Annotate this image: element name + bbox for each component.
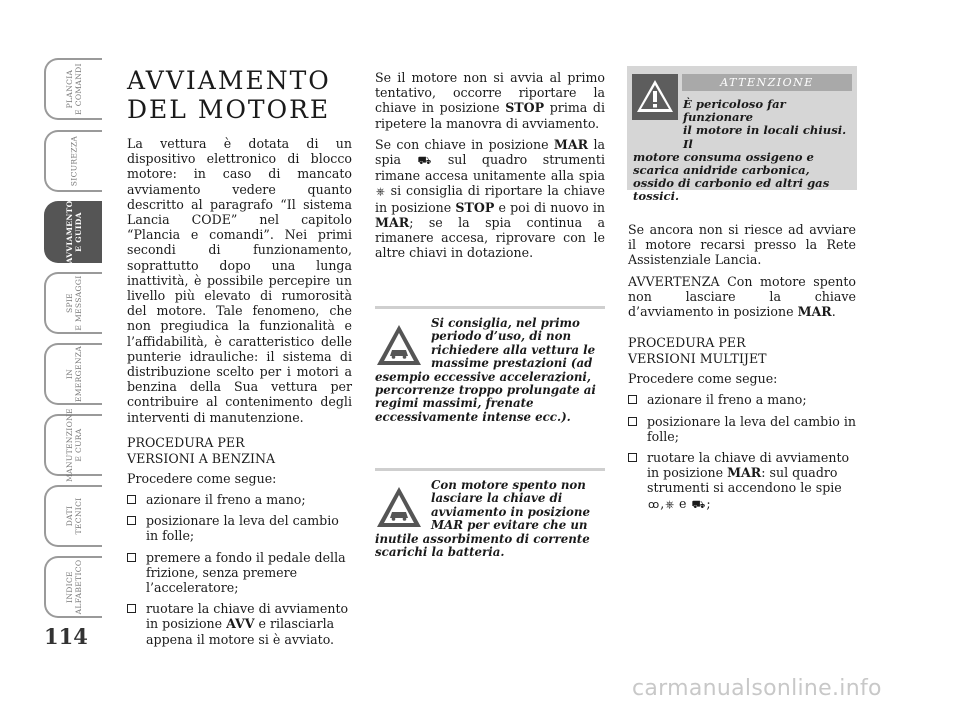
checkbox-bullet-icon: [628, 453, 637, 462]
paragraph-assistance: Se ancora non si riesce ad avviare il motore recarsi presso la Rete Assistenziale Lancia.: [628, 222, 856, 268]
tab-plancia-e-comandi[interactable]: PLANCIA E COMANDI: [44, 58, 102, 120]
immobilizer-light-icon: ⛟: [417, 154, 432, 168]
tab-manutenzione-e-cura[interactable]: MANUTENZIONE E CURA: [44, 414, 102, 476]
warning-header: ATTENZIONE: [682, 74, 852, 91]
list-item: azionare il freno a mano;: [127, 492, 352, 507]
list-item: ruotare la chiave di avviamento in posizione AVV e rilasciarla appena il motore si è avviato.: [127, 601, 352, 647]
paragraph-retry: Se il motore non si avvia al primo tentativo, occorre riportare la chiave in posizione STOP prima di ripetere la manovra di avviamento.: [375, 70, 605, 131]
chapter-tabs: [44, 58, 106, 628]
column-left: [127, 66, 352, 653]
procedure-title-multijet: PROCEDURA PER VERSIONI MULTIJET: [628, 335, 767, 367]
tip-battery: Con motore spento non lasciare la chiave di avviamento in posizione MAR per evitare che un inutile assorbimento di corrente scarichi la batteria.: [375, 468, 605, 559]
procedure-title-petrol: PROCEDURA PER VERSIONI A BENZINA: [127, 434, 276, 466]
list-item: premere a fondo il pedale della frizione, senza premere l’acceleratore;: [127, 550, 352, 596]
procedure-steps-petrol: [127, 492, 352, 647]
tab-spie-e-messaggi[interactable]: SPIE E MESSAGGI: [44, 272, 102, 334]
column-middle: [375, 70, 605, 266]
intro-paragraph: La vettura è dotata di un dispositivo elettronico di blocco motore: in caso di mancato avviamento vedere quanto descritto al paragrafo “Il sistema Lancia CODE” nel capitolo “Plancia e comandi”. Nei primi secondi di funzionamento, soprattutto dopo una lunga inattività, è possibile percepire un livello più elevato di rumorosità del motore. Tale fenomeno, che non pregiudica la funzionalità e l’affidabilità, è caratteristico delle punterie idrauliche: il sistema di distribuzione scelto per i motori a benzina della Sua vettura per contribuire al contenimento degli interventi di manutenzione.: [127, 136, 352, 425]
checkbox-bullet-icon: [628, 395, 637, 404]
procedure-intro: Procedere come segue:: [127, 470, 277, 486]
list-item: azionare il freno a mano;: [628, 392, 856, 407]
page-number: 114: [44, 624, 88, 649]
caution-car-icon: [375, 485, 423, 529]
caution-car-icon: [375, 323, 423, 367]
list-item: ruotare la chiave di avviamento in posizione MAR: sul quadro strumenti si accendono le spie ꝏ,⎈ e ⛟;: [628, 450, 856, 512]
warning-text: È pericoloso far funzionare il motore in locali chiusi. Il motore consuma ossigeno e scarica anidride carbonica, ossido di carbonio ed altri gas tossici.: [633, 97, 847, 204]
list-item: posizionare la leva del cambio in folle;: [127, 513, 352, 543]
tab-dati-tecnici[interactable]: DATI TECNICI: [44, 485, 102, 547]
list-item: posizionare la leva del cambio in folle;: [628, 414, 856, 444]
tab-sicurezza[interactable]: SICUREZZA: [44, 130, 102, 192]
checkbox-bullet-icon: [127, 604, 136, 613]
immobilizer-light-icon: ⛟: [691, 497, 706, 511]
tab-in-emergenza[interactable]: IN EMERGENZA: [44, 343, 102, 405]
section-title: AVVIAMENTO DEL MOTORE: [127, 66, 331, 124]
procedure-intro: Procedere come segue:: [628, 371, 778, 387]
tab-indice-alfabetico[interactable]: INDICE ALFABETICO: [44, 556, 102, 618]
watermark: carmanualsonline.info: [632, 676, 882, 701]
column-right: [628, 222, 856, 518]
paragraph-warning-light: Se con chiave in posizione MAR la spia ⛟ sul quadro strumenti rimane accesa unitamente alla spia ⎈ si consiglia di riportare la chiave in posizione STOP e poi di nuovo in MAR; se la spia continua a rimanere accesa, riprovare con le altre chiavi in dotazione.: [375, 136, 605, 261]
tab-avviamento-e-guida[interactable]: AVVIAMENTO E GUIDA: [44, 201, 102, 263]
engine-light-icon: ⎈: [665, 497, 675, 511]
checkbox-bullet-icon: [127, 553, 136, 562]
tip-first-use: Si consiglia, nel primo periodo d’uso, di non richiedere alla vettura le massime prestazioni (ad esempio eccessive accelerazioni, percorrenze troppo prolungate ai regimi massimi, frenate eccessivamente intense ecc.).: [375, 306, 605, 424]
checkbox-bullet-icon: [628, 417, 637, 426]
checkbox-bullet-icon: [127, 516, 136, 525]
warning-box: [627, 66, 857, 204]
checkbox-bullet-icon: [127, 495, 136, 504]
procedure-steps-multijet: [628, 392, 856, 511]
paragraph-advice: AVVERTENZA Con motore spento non lasciare la chiave d’avviamento in posizione MAR.: [628, 273, 856, 320]
glow-plug-light-icon: ꝏ: [648, 497, 660, 511]
engine-light-icon: ⎈: [376, 185, 385, 199]
